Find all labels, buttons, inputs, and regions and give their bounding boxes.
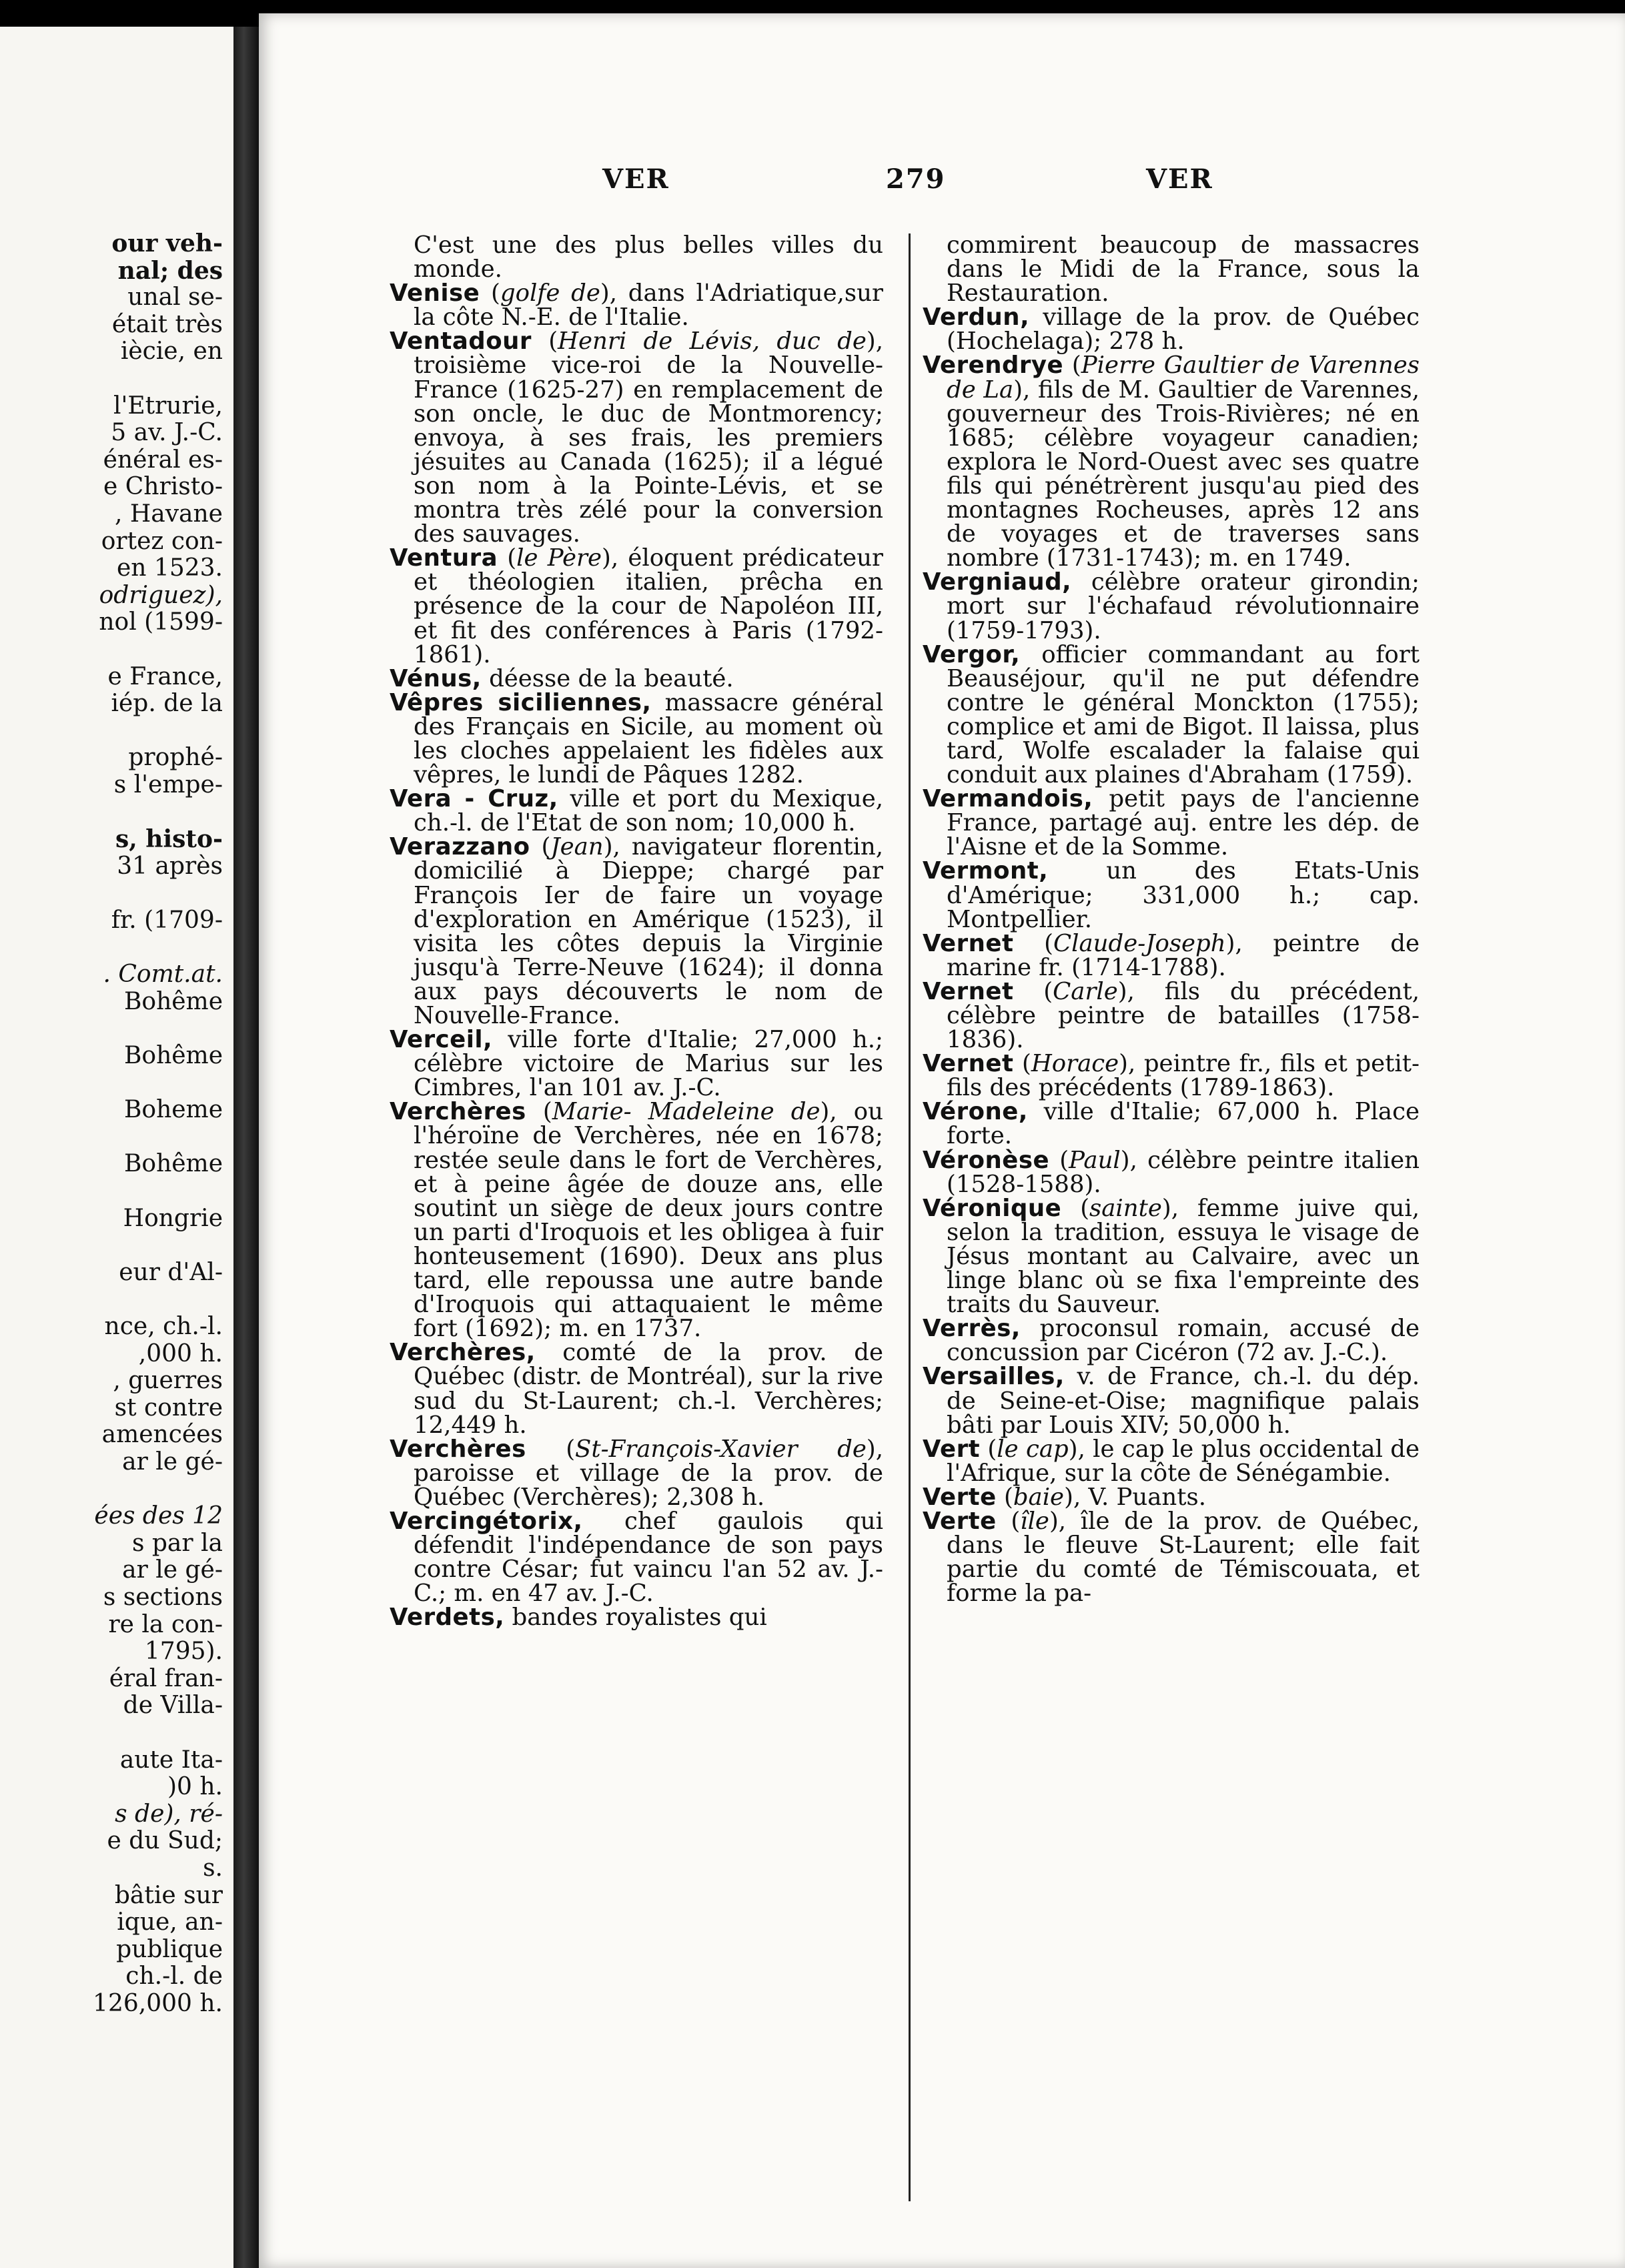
left-page-line: re la con- bbox=[108, 1610, 223, 1638]
entry-headword: Verte bbox=[923, 1507, 997, 1535]
book-gutter bbox=[233, 27, 259, 2268]
entry-qualifier: Horace bbox=[1031, 1050, 1119, 1078]
entry-definition: C'est une des plus belles villes du monde. bbox=[414, 231, 883, 284]
left-page-line: 31 après bbox=[117, 852, 223, 880]
left-page-line: nol (1599- bbox=[99, 608, 223, 636]
entry-headword: Ventadour bbox=[390, 328, 532, 356]
left-page-line: s par la bbox=[131, 1529, 223, 1557]
entry-headword: Vernet bbox=[923, 929, 1014, 957]
entry-headword: Verrès, bbox=[923, 1315, 1021, 1343]
dictionary-entry: Verte (baie), V. Puants. bbox=[923, 1483, 1207, 1511]
left-page-line: en 1523. bbox=[117, 554, 223, 582]
left-page-line: aute Ita- bbox=[119, 1746, 223, 1774]
entry-definition: , le cap le plus occidental de l'Afrique, sur la côte de Sénégambie. bbox=[947, 1435, 1420, 1487]
dictionary-entry bbox=[923, 1317, 1420, 1365]
entry-qualifier: Carle bbox=[1053, 977, 1118, 1005]
entry-headword: Vercingétorix, bbox=[390, 1507, 583, 1535]
dictionary-page bbox=[259, 13, 1625, 2268]
dictionary-entry: Vernet (Carle), fils du précédent, célèbre peintre de batailles (1758-1836). bbox=[923, 977, 1420, 1054]
left-page-line: 126,000 h. bbox=[93, 1990, 223, 2017]
dictionary-entry bbox=[390, 231, 883, 284]
dictionary-entry bbox=[390, 1028, 883, 1100]
entry-headword: Vernet bbox=[923, 977, 1014, 1005]
entry-qualifier: Claude-Joseph bbox=[1053, 929, 1226, 957]
entry-headword: Vérone, bbox=[923, 1098, 1028, 1126]
left-page-line: ar le gé- bbox=[122, 1556, 223, 1584]
dictionary-entry: Ventadour (Henri de Lévis, duc de), troisième vice-roi de la Nouvelle-France (1625-27) en remplacement de son oncle, le duc de Montmorency; envoya, à ses frais, les premiers jésuites au Canada (1625); il a légué son nom à la Pointe-Lévis, et se montra très zélé pour la conversion des sauvages. bbox=[390, 328, 883, 548]
entry-definition: , navigateur florentin, domicilié à Dieppe; chargé par François Ier de faire un voyage d'exploration en Amérique (1523), il visita les côtes depuis la Virginie jusqu'à Terre-Neuve (1624); il donna aux pays découverts le nom de Nouvelle-France. bbox=[414, 833, 883, 1029]
running-header bbox=[259, 163, 1625, 203]
left-page-line: Boheme bbox=[123, 1096, 223, 1124]
left-page-line: ées des 12 bbox=[94, 1502, 223, 1530]
left-page-line: s de), ré- bbox=[115, 1800, 223, 1828]
entry-qualifier: Marie- Madeleine de bbox=[552, 1098, 821, 1126]
entry-definition: commirent beaucoup de massacres dans le Midi de la France, sous la Restauration. bbox=[947, 231, 1420, 308]
left-column bbox=[390, 233, 883, 1630]
entry-headword: Vert bbox=[923, 1435, 981, 1463]
entry-headword: Versailles, bbox=[923, 1363, 1065, 1391]
entry-qualifier: le Père bbox=[516, 544, 602, 572]
dictionary-entry: Verte (île), île de la prov. de Québec, dans le fleuve St-Laurent; elle fait partie du comté de Témiscouata, et forme la pa- bbox=[923, 1507, 1420, 1608]
entry-definition: , V. Puants. bbox=[1073, 1483, 1207, 1511]
dictionary-entry: Vert (le cap), le cap le plus occidental de l'Afrique, sur la côte de Sénégambie. bbox=[923, 1435, 1420, 1487]
entry-headword: Verendrye bbox=[923, 352, 1064, 380]
left-page-line: iècie, en bbox=[120, 338, 223, 366]
column-divider bbox=[909, 233, 911, 2201]
entry-definition: , troisième vice-roi de la Nouvelle-France (1625-27) en remplacement de son oncle, le duc de Montmorency; envoya, à ses frais, les premiers jésuites au Canada (1625); il a légué son nom à la Pointe-Lévis, et se montra très zélé pour la conversion des sauvages. bbox=[414, 328, 883, 548]
left-page-line: )0 h. bbox=[167, 1773, 223, 1801]
entry-definition: massacre général des Français en Sicile, au moment où les cloches appelaient les fidèles aux vêpres, le lundi de Pâques 1282. bbox=[414, 688, 884, 789]
entry-definition: , fils de M. Gaultier de Varennes, gouverneur des Trois-Rivières; né en 1685; célèbre voyageur canadien; explora le Nord-Ouest avec ses quatre fils qui pénétrèrent jusqu'au pied des montagnes Rocheuses, après 12 ans de voyages et de traverses sans nombre (1731-1743); m. en 1749. bbox=[947, 376, 1420, 572]
left-page-line: éral fran- bbox=[109, 1664, 223, 1692]
entry-qualifier: le cap bbox=[997, 1435, 1069, 1463]
page-number: 279 bbox=[886, 163, 946, 195]
dictionary-entry: Véronique (sainte), femme juive qui, selon la tradition, essuya le visage de Jésus montant au Calvaire, avec un linge blanc où se fixa l'empreinte des traits du Sauveur. bbox=[923, 1194, 1420, 1319]
left-page-line: . Comt.at. bbox=[103, 961, 223, 989]
left-page-line: s, histo- bbox=[115, 825, 223, 854]
entry-headword: Véronique bbox=[923, 1194, 1062, 1222]
dictionary-entry bbox=[390, 787, 883, 835]
entry-definition: ville et port du Mexique, ch.-l. de l'Etat de son nom; 10,000 h. bbox=[414, 785, 883, 837]
entry-headword: Verceil, bbox=[390, 1026, 493, 1054]
dictionary-entry: Verchères (St-François-Xavier de), paroisse et village de la prov. de Québec (Verchères); 2,308 h. bbox=[390, 1435, 883, 1511]
entry-headword: Verchères, bbox=[390, 1339, 536, 1367]
left-page-line: , Havane bbox=[114, 500, 223, 528]
left-page-line: odriguez), bbox=[99, 581, 223, 609]
left-page-line: e du Sud; bbox=[107, 1827, 223, 1855]
left-page-line: 1795). bbox=[144, 1638, 223, 1666]
left-page-line: iép. de la bbox=[111, 690, 223, 718]
entry-qualifier: St-François-Xavier de bbox=[575, 1435, 867, 1463]
left-page-line: bâtie sur bbox=[114, 1881, 223, 1909]
entry-headword: Venise bbox=[390, 279, 480, 308]
entry-headword: Vergor, bbox=[923, 640, 1021, 668]
left-page-line: Hongrie bbox=[123, 1204, 223, 1232]
dictionary-entry: Verazzano (Jean), navigateur florentin, domicilié à Dieppe; chargé par François Ier de faire un voyage d'exploration en Amérique (1523), il visita les côtes depuis la Virginie jusqu'à Terre-Neuve (1624); il donna aux pays découverts le nom de Nouvelle-France. bbox=[390, 833, 883, 1029]
entry-qualifier: golfe de bbox=[500, 279, 600, 308]
left-page-line: Bohême bbox=[123, 1042, 223, 1069]
entry-definition: célèbre orateur girondin; mort sur l'échafaud révolutionnaire (1759-1793). bbox=[947, 568, 1420, 644]
dictionary-entry bbox=[923, 1100, 1420, 1148]
dictionary-entry: Véronèse (Paul), célèbre peintre italien (1528-1588). bbox=[923, 1146, 1420, 1198]
entry-headword: Verte bbox=[923, 1483, 997, 1511]
right-column bbox=[923, 233, 1420, 1606]
entry-headword: Ventura bbox=[390, 544, 498, 572]
entry-headword: Verchères bbox=[390, 1098, 526, 1126]
left-page-line: s l'empe- bbox=[113, 771, 223, 798]
dictionary-entry bbox=[923, 859, 1420, 931]
dictionary-entry bbox=[923, 233, 1420, 306]
entry-headword: Véronèse bbox=[923, 1146, 1050, 1174]
dictionary-entry bbox=[923, 306, 1420, 354]
left-page-line: ar le gé- bbox=[122, 1448, 223, 1476]
left-page-line: Bohême bbox=[123, 1150, 223, 1178]
entry-qualifier: île bbox=[1020, 1507, 1049, 1535]
entry-definition: v. de France, ch.-l. du dép. de Seine-et-Oise; magnifique palais bâti par Louis XIV; 50,000 h. bbox=[947, 1363, 1420, 1439]
left-page-line: e France, bbox=[107, 662, 223, 690]
left-page-line: 5 av. J.-C. bbox=[111, 419, 223, 447]
left-page-line: s. bbox=[203, 1854, 223, 1882]
entry-definition: , peintre de marine fr. (1714-1788). bbox=[947, 929, 1420, 981]
dictionary-entry bbox=[923, 787, 1420, 859]
dictionary-entry bbox=[923, 1365, 1420, 1437]
dictionary-entry bbox=[923, 640, 1420, 789]
dictionary-entry bbox=[390, 1507, 883, 1608]
dictionary-entry: Verchères (Marie- Madeleine de), ou l'héroïne de Verchères, née en 1678; restée seule dans le fort de Verchères, et à peine âgée de douze ans, elle soutint un siège de deux jours contre un parti d'Iroquois et les obligea à fuir honteusement (1690). Deux ans plus tard, elle repoussa une autre bande d'Iroquois qui attaquaient le même fort (1692); m. en 1737. bbox=[390, 1098, 884, 1343]
entry-headword: Vergniaud, bbox=[923, 568, 1072, 596]
entry-qualifier: Paul bbox=[1069, 1146, 1121, 1174]
entry-definition: , île de la prov. de Québec, dans le fleuve St-Laurent; elle fait partie du comté de Témiscouata, et forme la pa- bbox=[947, 1507, 1420, 1608]
entry-definition: , dans l'Adriatique,sur la côte N.-E. de l'Italie. bbox=[414, 279, 883, 332]
dictionary-entry bbox=[390, 1341, 883, 1437]
left-page-line: énéral es- bbox=[103, 446, 223, 474]
dictionary-entry bbox=[390, 664, 883, 692]
entry-definition: ville d'Italie; 67,000 h. Place forte. bbox=[947, 1098, 1420, 1150]
entry-definition: , peintre fr., fils et petit-fils des précédents (1789-1863). bbox=[947, 1050, 1420, 1102]
left-page-line: e Christo- bbox=[103, 473, 223, 501]
entry-headword: Vêpres siciliennes, bbox=[390, 688, 652, 716]
entry-definition: , ou l'héroïne de Verchères, née en 1678; restée seule dans le fort de Verchères, et à peine âgée de douze ans, elle soutint un siège de deux jours contre un parti d'Iroquois et les obligea à fuir honteusement (1690). Deux ans plus tard, elle repoussa une autre bande d'Iroquois qui attaquaient le même fort (1692); m. en 1737. bbox=[414, 1098, 884, 1343]
entry-definition: , paroisse et village de la prov. de Québec (Verchères); 2,308 h. bbox=[414, 1435, 883, 1511]
entry-headword: Verdun, bbox=[923, 304, 1030, 332]
entry-definition: petit pays de l'ancienne France, partagé auj. entre les dép. de l'Aisne et de la Somme. bbox=[947, 785, 1420, 861]
entry-headword: Vera - Cruz, bbox=[390, 785, 558, 813]
entry-definition: , fils du précédent, célèbre peintre de batailles (1758-1836). bbox=[947, 977, 1420, 1054]
entry-definition: ville forte d'Italie; 27,000 h.; célèbre victoire de Marius sur les Cimbres, l'an 101 av. J.-C. bbox=[414, 1026, 883, 1102]
left-page-line: our veh- bbox=[111, 229, 223, 257]
left-page-line: fr. (1709- bbox=[111, 907, 223, 934]
entry-definition: comté de la prov. de Québec (distr. de Montréal), sur la rive sud du St-Laurent; ch.-l. Verchères; 12,449 h. bbox=[414, 1339, 883, 1439]
entry-headword: Vermont, bbox=[923, 857, 1049, 885]
entry-headword: Verazzano bbox=[390, 833, 530, 861]
entry-definition: , éloquent prédicateur et théologien italien, prêcha en présence de la cour de Napoléon III, et fit des conférences à Paris (1792-1861). bbox=[414, 544, 883, 668]
left-page-line: Bohême bbox=[123, 987, 223, 1015]
left-page-line: unal se- bbox=[127, 284, 223, 312]
left-page-line: eur d'Al- bbox=[119, 1258, 223, 1286]
left-page-line: ique, an- bbox=[117, 1908, 223, 1936]
entry-definition: bandes royalistes qui bbox=[504, 1604, 767, 1632]
header-right-guideword: VER bbox=[1146, 163, 1213, 195]
left-page-line: l'Etrurie, bbox=[113, 392, 223, 420]
entry-qualifier: Henri de Lévis, duc de bbox=[558, 328, 867, 356]
entry-headword: Verchères bbox=[390, 1435, 526, 1463]
left-page-line: ortez con- bbox=[101, 527, 223, 555]
left-page-line: prophé- bbox=[128, 744, 223, 772]
left-page-line: ,000 h. bbox=[138, 1339, 223, 1367]
left-page-line: amencées bbox=[101, 1421, 223, 1449]
entry-qualifier: sainte bbox=[1089, 1194, 1162, 1222]
entry-definition: officier commandant au fort Beauséjour, qu'il ne put défendre contre le général Monckton (1755); complice et ami de Bigot. Il laissa, plus tard, Wolfe escalader la falaise qui conduit aux plaines d'Abraham (1759). bbox=[947, 640, 1420, 789]
dictionary-entry: Vernet (Claude-Joseph), peintre de marine fr. (1714-1788). bbox=[923, 929, 1420, 981]
dictionary-entry bbox=[390, 688, 884, 789]
dictionary-entry: Vernet (Horace), peintre fr., fils et petit-fils des précédents (1789-1863). bbox=[923, 1050, 1420, 1102]
entry-headword: Vermandois, bbox=[923, 785, 1093, 813]
left-page-line: st contre bbox=[114, 1393, 223, 1422]
left-page-line: nal; des bbox=[117, 256, 223, 285]
dictionary-entry bbox=[923, 570, 1420, 642]
left-page-fragment bbox=[0, 27, 233, 2268]
entry-headword: Verdets, bbox=[390, 1604, 505, 1632]
entry-qualifier: baie bbox=[1013, 1483, 1065, 1511]
dictionary-entry: Venise (golfe de), dans l'Adriatique,sur la côte N.-E. de l'Italie. bbox=[390, 279, 883, 332]
left-page-line: nce, ch.-l. bbox=[104, 1313, 223, 1340]
entry-definition: chef gaulois qui défendit l'indépendance de son pays contre César; fut vaincu l'an 52 av. J.-C.; m. en 47 av. J.-C. bbox=[414, 1507, 883, 1608]
left-page-line: s sections bbox=[103, 1584, 223, 1611]
header-left-guideword: VER bbox=[602, 163, 670, 195]
entry-qualifier: Pierre Gaultier de Varennes de La bbox=[947, 352, 1420, 404]
entry-qualifier: Jean bbox=[550, 833, 604, 861]
entry-definition: , célèbre peintre italien (1528-1588). bbox=[947, 1146, 1420, 1198]
left-page-line: ch.-l. de bbox=[125, 1962, 223, 1991]
dictionary-entry: Ventura (le Père), éloquent prédicateur et théologien italien, prêcha en présence de la cour de Napoléon III, et fit des conférences à Paris (1792-1861). bbox=[390, 544, 883, 668]
entry-definition: un des Etats-Unis d'Amérique; 331,000 h.; cap. Montpellier. bbox=[947, 857, 1420, 933]
left-page-line: , guerres bbox=[113, 1367, 223, 1395]
dictionary-entry: Verendrye (Pierre Gaultier de Varennes de La), fils de M. Gaultier de Varennes, gouverneur des Trois-Rivières; né en 1685; célèbre voyageur canadien; explora le Nord-Ouest avec ses quatre fils qui pénétrèrent jusqu'au pied des montagnes Rocheuses, après 12 ans de voyages et de traverses sans nombre (1731-1743); m. en 1749. bbox=[923, 352, 1420, 572]
entry-definition: déesse de la beauté. bbox=[481, 664, 734, 692]
entry-definition: village de la prov. de Québec (Hochelaga); 278 h. bbox=[947, 304, 1420, 356]
entry-definition: proconsul romain, accusé de concussion par Cicéron (72 av. J.-C.). bbox=[947, 1315, 1420, 1367]
left-page-line: publique bbox=[116, 1935, 223, 1963]
entry-headword: Vernet bbox=[923, 1050, 1014, 1078]
left-page-line: de Villa- bbox=[123, 1692, 223, 1720]
dictionary-entry bbox=[390, 1606, 883, 1630]
left-page-line: était très bbox=[111, 310, 223, 338]
entry-headword: Vénus, bbox=[390, 664, 482, 692]
entry-definition: , femme juive qui, selon la tradition, essuya le visage de Jésus montant au Calvaire, avec un linge blanc où se fixa l'empreinte des traits du Sauveur. bbox=[947, 1194, 1420, 1319]
